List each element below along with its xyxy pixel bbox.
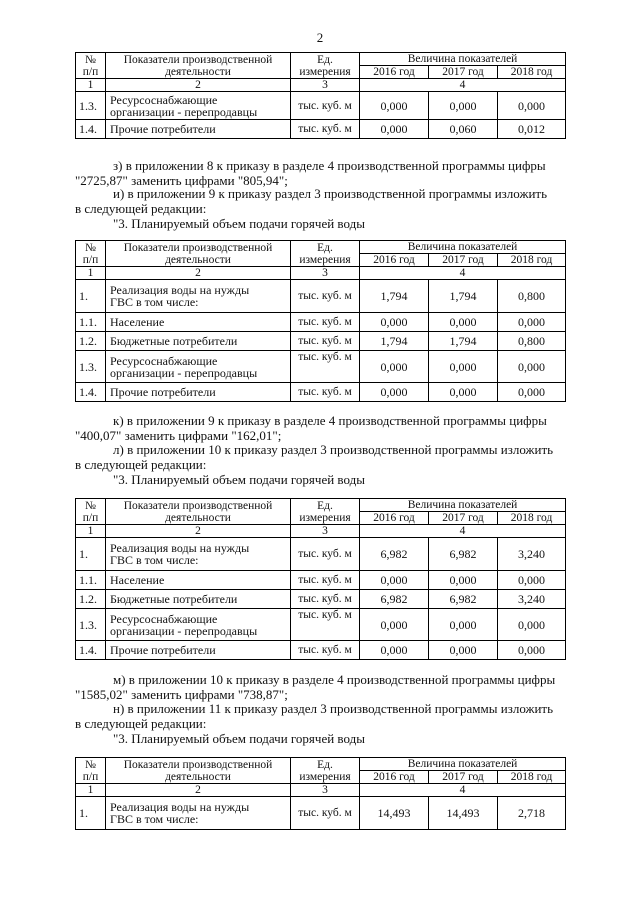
- row-num: 1.: [76, 538, 106, 571]
- table-row: [76, 332, 566, 351]
- value-2018: 0,000: [498, 641, 566, 660]
- header-unit: Ед. измерения: [291, 758, 360, 784]
- header-year-2017: 2017 год: [429, 771, 498, 784]
- table-row: [76, 571, 566, 590]
- row-unit: тыс. куб. м: [291, 538, 360, 571]
- row-num: 1.: [76, 797, 106, 830]
- value-2017: 0,060: [429, 120, 498, 139]
- header-year-2017: 2017 год: [429, 512, 498, 525]
- table-row: [76, 383, 566, 402]
- row-num: 1.3.: [76, 92, 106, 120]
- row-unit: тыс. куб. м: [291, 332, 360, 351]
- value-2017: 1,794: [429, 280, 498, 313]
- header-year-2016: 2016 год: [360, 66, 429, 79]
- row-label: Прочие потребители: [106, 383, 291, 402]
- value-2016: 0,000: [360, 120, 429, 139]
- paragraph-line: в следующей редакции:: [75, 716, 207, 731]
- header-year-2018: 2018 год: [498, 66, 566, 79]
- value-2016: 1,794: [360, 280, 429, 313]
- row-label: Население: [106, 313, 291, 332]
- paragraph-line: н) в приложении 11 к приказу раздел 3 производственной программы изложить: [113, 701, 554, 716]
- col-index-1: 1: [76, 525, 106, 538]
- row-label: Реализация воды на нужды ГВС в том числе:: [106, 797, 291, 830]
- indicator-table-4: [75, 757, 566, 830]
- value-2016: 0,000: [360, 641, 429, 660]
- header-year-2018: 2018 год: [498, 771, 566, 784]
- row-unit: тыс. куб. м: [291, 383, 360, 402]
- header-unit: Ед. измерения: [291, 241, 360, 267]
- row-label: Ресурсоснабжающие организации - перепродавцы: [106, 351, 291, 383]
- paragraph-m: [75, 672, 565, 702]
- value-2018: 0,000: [498, 351, 566, 383]
- value-2018: 3,240: [498, 538, 566, 571]
- header-num: № п/п: [76, 241, 106, 267]
- header-unit: Ед. измерения: [291, 53, 360, 79]
- indicator-table-2: [75, 240, 566, 402]
- header-year-2018: 2018 год: [498, 254, 566, 267]
- row-label: Ресурсоснабжающие организации - перепродавцы: [106, 609, 291, 641]
- header-year-2017: 2017 год: [429, 66, 498, 79]
- value-2016: 14,493: [360, 797, 429, 830]
- value-2018: 3,240: [498, 590, 566, 609]
- header-year-2018: 2018 год: [498, 512, 566, 525]
- value-2017: 6,982: [429, 590, 498, 609]
- col-index-2: 2: [106, 525, 291, 538]
- value-2018: 0,000: [498, 383, 566, 402]
- row-label: Прочие потребители: [106, 641, 291, 660]
- col-index-1: 1: [76, 79, 106, 92]
- col-index-3: 3: [291, 784, 360, 797]
- value-2017: 0,000: [429, 571, 498, 590]
- value-2018: 0,800: [498, 332, 566, 351]
- table-row: [76, 797, 566, 830]
- table-row: [76, 351, 566, 383]
- row-label: Бюджетные потребители: [106, 590, 291, 609]
- value-2017: 0,000: [429, 383, 498, 402]
- value-2018: 2,718: [498, 797, 566, 830]
- row-unit: тыс. куб. м: [291, 797, 360, 830]
- row-num: 1.1.: [76, 571, 106, 590]
- value-2016: 1,794: [360, 332, 429, 351]
- row-num: 1.4.: [76, 120, 106, 139]
- section-title: "3. Планируемый объем подачи горячей воды: [113, 472, 365, 487]
- col-index-1: 1: [76, 784, 106, 797]
- header-indicator: Показатели производственной деятельности: [106, 499, 291, 525]
- row-num: 1.3.: [76, 609, 106, 641]
- col-index-2: 2: [106, 267, 291, 280]
- value-2018: 0,012: [498, 120, 566, 139]
- value-2017: 0,000: [429, 609, 498, 641]
- value-2018: 0,000: [498, 92, 566, 120]
- paragraph-line: в следующей редакции:: [75, 457, 207, 472]
- row-num: 1.4.: [76, 383, 106, 402]
- indicator-table-3: [75, 498, 566, 660]
- row-label: Прочие потребители: [106, 120, 291, 139]
- table-row: [76, 92, 566, 120]
- value-2016: 0,000: [360, 313, 429, 332]
- paragraph-n: [75, 701, 565, 746]
- row-unit: тыс. куб. м: [291, 120, 360, 139]
- header-values: Величина показателей: [360, 241, 566, 254]
- value-2016: 0,000: [360, 351, 429, 383]
- value-2017: 0,000: [429, 351, 498, 383]
- row-num: 1.2.: [76, 332, 106, 351]
- value-2016: 6,982: [360, 590, 429, 609]
- value-2016: 0,000: [360, 92, 429, 120]
- header-indicator: Показатели производственной деятельности: [106, 241, 291, 267]
- section-title: "3. Планируемый объем подачи горячей воды: [113, 731, 365, 746]
- col-index-4: 4: [360, 525, 566, 538]
- header-year-2016: 2016 год: [360, 771, 429, 784]
- paragraph-line: и) в приложении 9 к приказу раздел 3 производственной программы изложить: [113, 186, 548, 201]
- header-indicator: Показатели производственной деятельности: [106, 53, 291, 79]
- section-title: "3. Планируемый объем подачи горячей воды: [113, 216, 365, 231]
- table-row: [76, 538, 566, 571]
- header-num: № п/п: [76, 758, 106, 784]
- paragraph-line: л) в приложении 10 к приказу раздел 3 производственной программы изложить: [113, 442, 554, 457]
- value-2017: 1,794: [429, 332, 498, 351]
- row-unit: тыс. куб. м: [291, 590, 360, 609]
- paragraph-i: [75, 186, 565, 231]
- header-unit: Ед. измерения: [291, 499, 360, 525]
- value-2018: 0,800: [498, 280, 566, 313]
- row-unit: тыс. куб. м: [291, 609, 360, 641]
- row-label: Ресурсоснабжающие организации - перепродавцы: [106, 92, 291, 120]
- row-unit: тыс. куб. м: [291, 351, 360, 383]
- value-2017: 0,000: [429, 92, 498, 120]
- value-2018: 0,000: [498, 609, 566, 641]
- value-2016: 0,000: [360, 383, 429, 402]
- value-2017: 0,000: [429, 641, 498, 660]
- header-values: Величина показателей: [360, 758, 566, 771]
- col-index-3: 3: [291, 267, 360, 280]
- table-row: [76, 641, 566, 660]
- row-num: 1.4.: [76, 641, 106, 660]
- table-row: [76, 313, 566, 332]
- paragraph-line: з) в приложении 8 к приказу в разделе 4 производственной программы цифры: [113, 158, 546, 173]
- header-num: № п/п: [76, 499, 106, 525]
- value-2017: 0,000: [429, 313, 498, 332]
- col-index-2: 2: [106, 79, 291, 92]
- header-num: № п/п: [76, 53, 106, 79]
- row-num: 1.2.: [76, 590, 106, 609]
- value-2018: 0,000: [498, 313, 566, 332]
- table-row: [76, 280, 566, 313]
- row-label: Реализация воды на нужды ГВС в том числе:: [106, 538, 291, 571]
- paragraph-line: "400,07" заменить цифрами "162,01";: [75, 428, 282, 443]
- col-index-1: 1: [76, 267, 106, 280]
- table-row: [76, 590, 566, 609]
- row-unit: тыс. куб. м: [291, 571, 360, 590]
- row-unit: тыс. куб. м: [291, 641, 360, 660]
- value-2016: 0,000: [360, 609, 429, 641]
- table-row: [76, 609, 566, 641]
- table-row: [76, 120, 566, 139]
- paragraph-line: в следующей редакции:: [75, 201, 207, 216]
- value-2017: 14,493: [429, 797, 498, 830]
- paragraph-l: [75, 442, 565, 487]
- row-num: 1.1.: [76, 313, 106, 332]
- col-index-3: 3: [291, 525, 360, 538]
- value-2017: 6,982: [429, 538, 498, 571]
- row-unit: тыс. куб. м: [291, 92, 360, 120]
- col-index-4: 4: [360, 79, 566, 92]
- row-label: Реализация воды на нужды ГВС в том числе:: [106, 280, 291, 313]
- row-num: 1.3.: [76, 351, 106, 383]
- paragraph-line: "2725,87" заменить цифрами "805,94";: [75, 173, 288, 188]
- col-index-2: 2: [106, 784, 291, 797]
- paragraph-line: м) в приложении 10 к приказу в разделе 4 производственной программы цифры: [113, 672, 556, 687]
- row-unit: тыс. куб. м: [291, 280, 360, 313]
- row-label: Бюджетные потребители: [106, 332, 291, 351]
- row-num: 1.: [76, 280, 106, 313]
- paragraph-line: "1585,02" заменить цифрами "738,87";: [75, 687, 288, 702]
- header-year-2016: 2016 год: [360, 512, 429, 525]
- value-2018: 0,000: [498, 571, 566, 590]
- col-index-4: 4: [360, 784, 566, 797]
- paragraph-line: к) в приложении 9 к приказу в разделе 4 производственной программы цифры: [113, 413, 547, 428]
- value-2016: 6,982: [360, 538, 429, 571]
- header-values: Величина показателей: [360, 53, 566, 66]
- paragraph-k: [75, 413, 565, 443]
- value-2016: 0,000: [360, 571, 429, 590]
- col-index-3: 3: [291, 79, 360, 92]
- header-indicator: Показатели производственной деятельности: [106, 758, 291, 784]
- row-unit: тыс. куб. м: [291, 313, 360, 332]
- page-number: 2: [316, 30, 324, 45]
- header-values: Величина показателей: [360, 499, 566, 512]
- paragraph-z: [75, 158, 565, 188]
- row-label: Население: [106, 571, 291, 590]
- col-index-4: 4: [360, 267, 566, 280]
- header-year-2016: 2016 год: [360, 254, 429, 267]
- header-year-2017: 2017 год: [429, 254, 498, 267]
- indicator-table-1: [75, 52, 566, 139]
